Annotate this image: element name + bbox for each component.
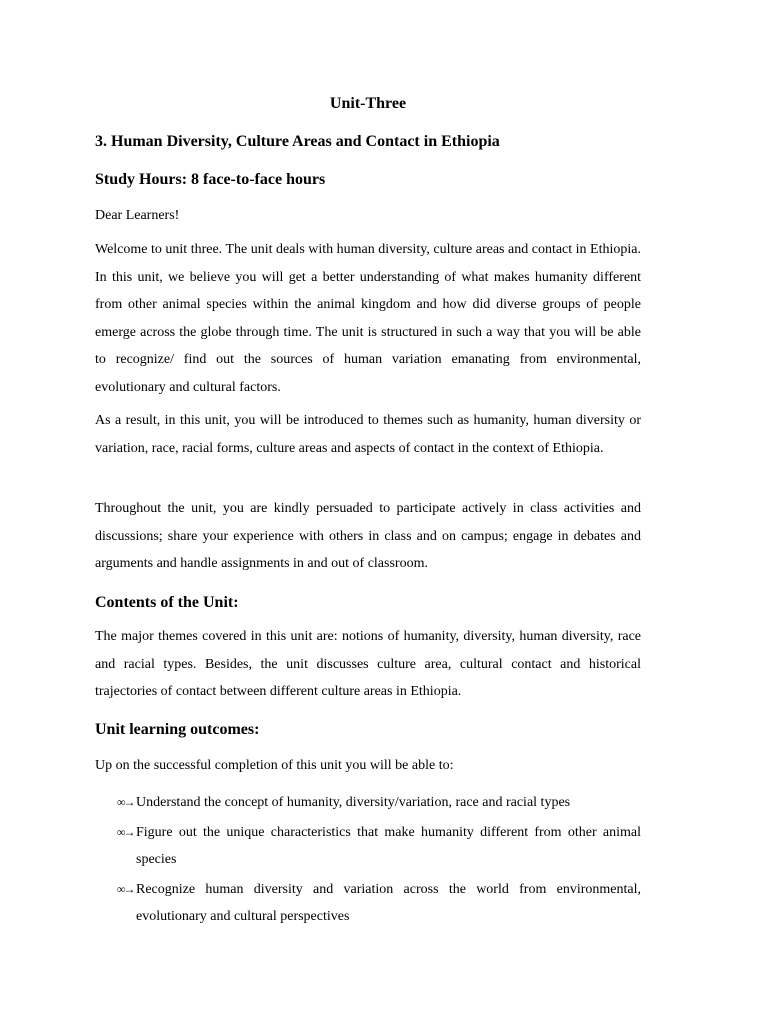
chain-link-icon: ∞→ [117,824,134,839]
list-item-text: Figure out the unique characteristics that make humanity different from other animal species [136,824,641,867]
study-hours-heading: Study Hours: 8 face-to-face hours [95,171,326,188]
list-item-text: Recognize human diversity and variation across the world from environmental, evolutionary and cultural perspectives [136,881,641,924]
chain-link-icon: ∞→ [117,881,134,896]
outcomes-list [117,789,641,933]
themes-paragraph: As a result, in this unit, you will be introduced to themes such as humanity, human diversity or variation, race, racial forms, culture areas and aspects of contact in the context of Ethiopia. [95,413,641,456]
greeting: Dear Learners! [95,208,180,223]
list-item [117,819,641,874]
contents-paragraph: The major themes covered in this unit are: notions of humanity, diversity, human diversity, race and racial types. Besides, the unit discusses culture area, cultural contact and historical trajectories of contact between different culture areas in Ethiopia. [95,629,641,699]
section-heading: 3. Human Diversity, Culture Areas and Contact in Ethiopia [95,133,500,150]
list-item [117,789,641,817]
contents-heading: Contents of the Unit: [95,594,239,611]
outcomes-intro: Up on the successful completion of this unit you will be able to: [95,758,454,773]
unit-title: Unit-Three [329,95,407,112]
chain-link-icon: ∞→ [117,795,134,809]
list-item [117,876,641,931]
participation-paragraph: Throughout the unit, you are kindly persuaded to participate actively in class activities and discussions; share your experience with others in class and on campus; engage in debates and arguments and handle assignments in and out of classroom. [95,501,641,571]
intro-paragraph: Welcome to unit three. The unit deals with human diversity, culture areas and contact in Ethiopia. In this unit, we believe you will get a better understanding of what makes humanity different from other animal species within the animal kingdom and how did diverse groups of people emerge across the globe through time. The unit is structured in such a way that you will be able to recognize/ find out the sources of human variation emanating from environmental, evolutionary and cultural factors. [95,242,641,395]
outcomes-heading: Unit learning outcomes: [95,721,260,738]
list-item-text: Understand the concept of humanity, diversity/variation, race and racial types [136,795,571,810]
